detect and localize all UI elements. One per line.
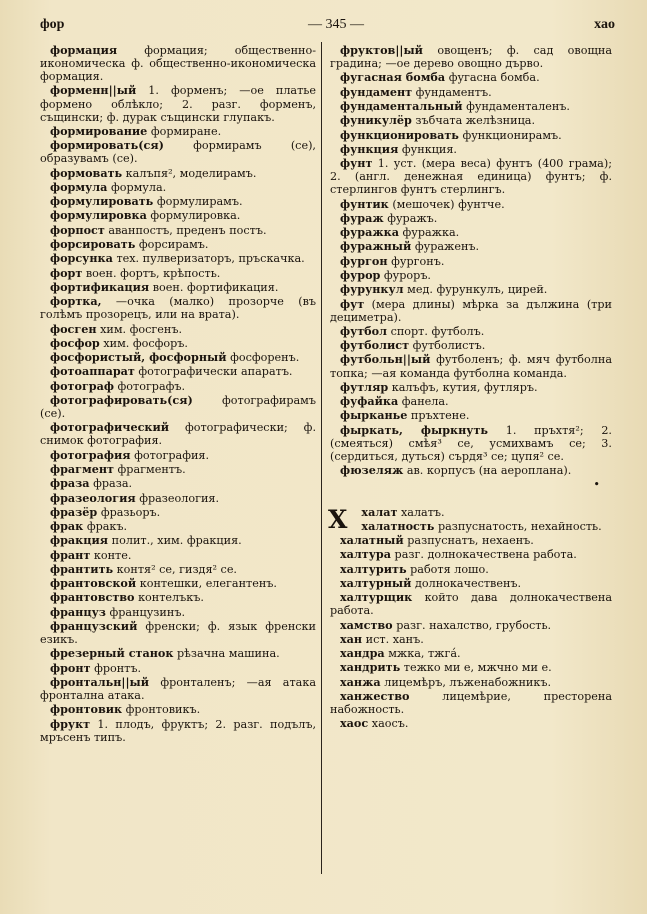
dictionary-entry bbox=[330, 506, 612, 519]
definition: форсирамъ. bbox=[138, 238, 209, 251]
definition: фуражка. bbox=[402, 226, 460, 240]
headword: формировать(ся) bbox=[50, 138, 164, 153]
definition: фронтовикъ. bbox=[125, 703, 201, 717]
headword: хамство bbox=[340, 617, 393, 632]
dictionary-entry bbox=[40, 167, 316, 180]
dictionary-entry bbox=[330, 353, 612, 379]
definition: тех. пулверизаторъ, пръскачка. bbox=[116, 252, 305, 266]
definition: футболенъ; ф. мяч футболна топка; —ая команда футболна команда. bbox=[330, 353, 612, 380]
headword: фундаментальный bbox=[340, 98, 463, 113]
headword: фурункул bbox=[340, 282, 404, 297]
definition: фуражъ. bbox=[387, 211, 438, 225]
dictionary-entry bbox=[330, 577, 612, 590]
headword: фотографировать(ся) bbox=[50, 392, 193, 407]
headword: формулировать bbox=[50, 194, 154, 209]
dictionary-entry bbox=[40, 477, 316, 490]
headword: халатный bbox=[340, 533, 404, 548]
end-bullet: • bbox=[593, 478, 600, 492]
dictionary-entry bbox=[330, 226, 612, 239]
headword: фрагмент bbox=[50, 461, 114, 476]
definition: фугасна бомба. bbox=[448, 71, 540, 85]
definition: 1. форменъ; —ое платье форменo облѣкло; 2. разг. форменъ, същински; ф. дурак същински глупакъ. bbox=[40, 84, 317, 124]
headword: хандра bbox=[340, 646, 385, 661]
page-number: — 345 — bbox=[308, 17, 364, 32]
dictionary-entry bbox=[330, 619, 612, 632]
headword: фосфор bbox=[50, 335, 100, 350]
dictionary-entry bbox=[40, 281, 316, 294]
definition: функционирамъ. bbox=[462, 128, 562, 142]
definition: контя² се, гиздя² се. bbox=[116, 562, 237, 576]
headword: фыркать, фыркнуть bbox=[340, 422, 488, 437]
headword: формация bbox=[50, 43, 118, 57]
definition: фуроръ. bbox=[383, 268, 431, 282]
definition: формулировка. bbox=[150, 209, 241, 223]
definition: работя лошо. bbox=[410, 562, 489, 576]
dictionary-entry bbox=[330, 534, 612, 547]
definition: полит., хим. фракция. bbox=[111, 534, 242, 548]
headword: халатность bbox=[361, 518, 435, 533]
definition: хим. фосгенъ. bbox=[100, 322, 183, 336]
dictionary-entry bbox=[330, 143, 612, 156]
definition: формация; общественно-икономическа ф. общественно-икономическа формация. bbox=[40, 44, 316, 84]
headword: фракция bbox=[50, 533, 109, 548]
headword: фуражка bbox=[340, 225, 399, 240]
headword: фуфайка bbox=[340, 394, 399, 409]
dictionary-entry bbox=[40, 606, 316, 619]
column-divider bbox=[321, 42, 322, 874]
dictionary-entry bbox=[40, 506, 316, 519]
dictionary-entry bbox=[330, 325, 612, 338]
dictionary-entry bbox=[40, 84, 316, 123]
dictionary-entry bbox=[330, 71, 612, 84]
dictionary-entry bbox=[40, 421, 316, 447]
headword: футляр bbox=[340, 379, 389, 394]
definition: фургонъ. bbox=[391, 254, 445, 268]
definition: фотографъ. bbox=[117, 379, 186, 393]
definition: воен. фортификация. bbox=[152, 280, 279, 294]
headword: форменн||ый bbox=[50, 83, 137, 98]
dictionary-entry bbox=[40, 662, 316, 675]
headword: француз bbox=[50, 604, 106, 619]
dictionary-entry bbox=[40, 647, 316, 660]
headword: ханжество bbox=[340, 688, 410, 703]
headword: франтить bbox=[50, 561, 114, 576]
dictionary-entry bbox=[40, 365, 316, 378]
dictionary-entry bbox=[40, 563, 316, 576]
headword: фурор bbox=[340, 267, 381, 282]
definition: фураженъ. bbox=[414, 240, 480, 254]
dictionary-entry bbox=[330, 395, 612, 408]
definition: (мера длины) мѣрка за дължина (три дециметра). bbox=[330, 297, 612, 324]
definition: ав. корпусъ (на аероплана). bbox=[406, 464, 572, 478]
definition: функция. bbox=[401, 142, 457, 156]
headword: футбольн||ый bbox=[340, 352, 431, 367]
definition: халатъ. bbox=[400, 505, 445, 519]
dictionary-entry bbox=[40, 181, 316, 194]
dictionary-entry bbox=[330, 647, 612, 660]
definition: фронтъ. bbox=[94, 661, 142, 675]
definition: разпуснатъ, нехаенъ. bbox=[407, 534, 534, 548]
headword: хаос bbox=[340, 716, 369, 731]
definition: мжка, тжгá. bbox=[388, 647, 461, 661]
dictionary-entry bbox=[40, 449, 316, 462]
dictionary-entry bbox=[40, 252, 316, 265]
definition: разпуснатость, нехайность. bbox=[437, 519, 602, 533]
right-guide-word: хао bbox=[594, 17, 615, 32]
headword: хан bbox=[340, 631, 363, 646]
headword: фундамент bbox=[340, 84, 413, 99]
definition: (мешочек) фунтче. bbox=[392, 197, 505, 211]
definition: футболистъ. bbox=[412, 339, 486, 353]
dictionary-entry bbox=[330, 255, 612, 268]
definition: фотографически апаратъ. bbox=[138, 365, 293, 379]
definition: фраза. bbox=[93, 477, 133, 491]
dictionary-entry bbox=[330, 520, 612, 533]
headword: фотограф bbox=[50, 378, 114, 393]
dictionary-entry bbox=[330, 548, 612, 561]
definition: френски; ф. язык френски езикъ. bbox=[40, 620, 316, 647]
definition: воен. фортъ, крѣпость. bbox=[85, 266, 221, 280]
dictionary-entry bbox=[330, 381, 612, 394]
headword: франт bbox=[50, 547, 91, 562]
definition: контешки, елегантенъ. bbox=[139, 577, 277, 591]
definition: формиране. bbox=[150, 124, 222, 138]
dictionary-entry bbox=[330, 563, 612, 576]
definition: хаосъ. bbox=[371, 717, 409, 731]
definition: формирамъ (се), образувамъ (се). bbox=[40, 139, 316, 166]
dictionary-entry bbox=[330, 269, 612, 282]
dictionary-entry bbox=[40, 703, 316, 716]
headword: фугасная бомба bbox=[340, 70, 446, 85]
dictionary-entry bbox=[40, 337, 316, 350]
headword: фортификация bbox=[50, 279, 150, 294]
headword: фронтальн||ый bbox=[50, 674, 150, 689]
headword: фуникулёр bbox=[340, 113, 412, 128]
dictionary-entry bbox=[40, 620, 316, 646]
definition: хим. фосфоръ. bbox=[103, 336, 188, 350]
definition: фанела. bbox=[401, 395, 449, 409]
headword: формирование bbox=[50, 123, 148, 138]
headword: фразёр bbox=[50, 504, 98, 519]
definition: конте. bbox=[93, 548, 132, 562]
dictionary-entry bbox=[40, 549, 316, 562]
headword: фосфористый, фосфорный bbox=[50, 350, 227, 365]
dictionary-entry bbox=[330, 157, 612, 196]
left-column bbox=[40, 44, 316, 745]
dictionary-entry bbox=[330, 633, 612, 646]
dictionary-entry bbox=[40, 520, 316, 533]
definition: фундаменталенъ. bbox=[466, 99, 570, 113]
definition: калъпя², моделирамъ. bbox=[125, 166, 257, 180]
headword: функция bbox=[340, 141, 399, 156]
headword: фразеология bbox=[50, 490, 136, 505]
dictionary-entry bbox=[330, 129, 612, 142]
dictionary-entry bbox=[40, 676, 316, 702]
dictionary-entry bbox=[330, 44, 612, 70]
headword: халтурщик bbox=[340, 590, 413, 605]
headword: халтурить bbox=[340, 561, 407, 576]
dictionary-entry bbox=[40, 195, 316, 208]
headword: форпост bbox=[50, 222, 105, 237]
dictionary-entry bbox=[330, 240, 612, 253]
definition: фразеология. bbox=[139, 491, 220, 505]
definition: фотографирамъ (се). bbox=[40, 393, 316, 420]
headword: фотографический bbox=[50, 420, 170, 435]
definition: фракъ. bbox=[86, 520, 128, 534]
headword: футболист bbox=[340, 338, 410, 353]
headword: фут bbox=[340, 296, 365, 311]
headword: ханжа bbox=[340, 674, 381, 689]
headword: фургон bbox=[340, 253, 388, 268]
definition: 1. плодъ, фруктъ; 2. разг. подълъ, мръсенъ типъ. bbox=[40, 717, 317, 744]
definition: фразьоръ. bbox=[100, 505, 161, 519]
headword: французский bbox=[50, 619, 138, 634]
definition: фрагментъ. bbox=[117, 462, 186, 476]
headword: формулировка bbox=[50, 208, 147, 223]
definition: фосфоренъ. bbox=[230, 351, 300, 365]
dictionary-entry bbox=[330, 212, 612, 225]
dictionary-entry bbox=[330, 298, 612, 324]
definition: рѣзачна машина. bbox=[177, 647, 280, 661]
dictionary-entry bbox=[330, 339, 612, 352]
definition: долнокачественъ. bbox=[415, 576, 522, 590]
dictionary-entry bbox=[40, 577, 316, 590]
dictionary-entry bbox=[40, 380, 316, 393]
definition: лицемѣръ, лъженабожникъ. bbox=[384, 675, 552, 689]
definition: фундаментъ. bbox=[415, 85, 492, 99]
definition: разг. долнокачествена работа. bbox=[394, 548, 577, 562]
dictionary-entry bbox=[40, 323, 316, 336]
headword: функционировать bbox=[340, 127, 459, 142]
definition: зъбчата желѣзница. bbox=[415, 114, 536, 128]
definition: пръхтене. bbox=[410, 409, 470, 423]
definition: фронталенъ; —ая атака фронтална атака. bbox=[40, 675, 316, 703]
dictionary-entry bbox=[330, 424, 612, 463]
headword: фруктов||ый bbox=[340, 43, 423, 57]
definition: ист. ханъ. bbox=[365, 632, 424, 646]
definition: —очка (малко) прозорче (въ голѣмъ прозорецъ, или на врата). bbox=[40, 295, 316, 322]
definition: овощенъ; ф. сад овощна градина; —ое дерево овощно дърво. bbox=[330, 44, 612, 71]
left-guide-word: фор bbox=[40, 17, 65, 32]
headword: форсунка bbox=[50, 251, 113, 266]
section-letter: Х bbox=[328, 504, 348, 534]
definition: калъфъ, кутия, футляръ. bbox=[391, 380, 538, 394]
dictionary-entry bbox=[330, 409, 612, 422]
definition: французинъ. bbox=[109, 605, 185, 619]
headword: фрезерный станок bbox=[50, 646, 174, 661]
dictionary-entry bbox=[330, 661, 612, 674]
dictionary-entry bbox=[40, 534, 316, 547]
headword: фронтовик bbox=[50, 702, 123, 717]
headword: фунтик bbox=[340, 196, 389, 211]
headword: фрукт bbox=[50, 716, 91, 731]
page-header bbox=[0, 18, 647, 34]
dictionary-entry bbox=[330, 591, 612, 617]
definition: контелъкъ. bbox=[138, 591, 204, 605]
dictionary-entry bbox=[40, 238, 316, 251]
dictionary-entry bbox=[40, 351, 316, 364]
headword: фуражный bbox=[340, 239, 412, 254]
headword: франтовской bbox=[50, 576, 137, 591]
headword: фортка, bbox=[50, 294, 102, 309]
headword: фунт bbox=[340, 156, 373, 171]
right-column bbox=[330, 44, 612, 732]
dictionary-entry bbox=[40, 139, 316, 165]
dictionary-entry bbox=[40, 492, 316, 505]
dictionary-entry bbox=[330, 86, 612, 99]
definition: формулирамъ. bbox=[156, 195, 243, 209]
headword: формула bbox=[50, 179, 108, 194]
dictionary-entry bbox=[330, 100, 612, 113]
headword: футбол bbox=[340, 323, 387, 338]
headword: хандрить bbox=[340, 660, 401, 675]
headword: фрак bbox=[50, 519, 84, 534]
dictionary-entry bbox=[40, 463, 316, 476]
definition: аванпостъ, преденъ постъ. bbox=[108, 223, 267, 237]
dictionary-entry bbox=[40, 718, 316, 744]
definition: който дава долнокачествена работа. bbox=[330, 591, 612, 618]
definition: разг. нахалство, грубость. bbox=[396, 618, 552, 632]
headword: фосген bbox=[50, 321, 97, 336]
dictionary-entry bbox=[40, 267, 316, 280]
headword: фюзеляж bbox=[340, 463, 404, 478]
definition: формула. bbox=[110, 180, 167, 194]
definition: тежко ми е, мжчно ми е. bbox=[403, 661, 552, 675]
headword: франтовство bbox=[50, 590, 135, 605]
kh-entries bbox=[330, 506, 612, 731]
headword: халат bbox=[361, 504, 398, 519]
definition: 1. пръхтя²; 2. (смеяться) смѣя³ се, усмихвамъ се; 3. (сердиться, дуться) сърдя³ се; цупя² се. bbox=[330, 423, 612, 463]
headword: форсировать bbox=[50, 237, 136, 251]
dictionary-entry bbox=[40, 591, 316, 604]
dictionary-entry bbox=[40, 394, 316, 420]
dictionary-entry bbox=[40, 44, 316, 83]
definition: фотография. bbox=[134, 448, 210, 462]
definition: лицемѣрие, престорена набожность. bbox=[330, 689, 612, 717]
headword: халтурный bbox=[340, 575, 412, 590]
dictionary-entry bbox=[330, 198, 612, 211]
definition: мед. фурункулъ, цирей. bbox=[407, 283, 548, 297]
dictionary-entry bbox=[40, 125, 316, 138]
dictionary-entry bbox=[330, 676, 612, 689]
definition: фотографически; ф. снимок фотография. bbox=[40, 421, 316, 448]
f-entries bbox=[330, 44, 612, 477]
dictionary-entry bbox=[40, 224, 316, 237]
definition: спорт. футболъ. bbox=[390, 324, 485, 338]
headword: фырканье bbox=[340, 408, 408, 423]
dictionary-entry bbox=[330, 717, 612, 730]
headword: халтура bbox=[340, 547, 391, 562]
headword: форт bbox=[50, 265, 83, 280]
dictionary-entry bbox=[330, 114, 612, 127]
headword: фраза bbox=[50, 476, 90, 491]
headword: фотография bbox=[50, 447, 131, 462]
dictionary-entry bbox=[330, 464, 612, 477]
dictionary-entry bbox=[40, 295, 316, 321]
headword: фураж bbox=[340, 210, 384, 225]
definition: 1. уст. (мера веса) фунтъ (400 грама); 2. (англ. денежная единица) фунтъ; ф. стерлингов фунтъ стерлингъ. bbox=[330, 157, 612, 197]
headword: фотоаппарат bbox=[50, 364, 135, 379]
dictionary-entry bbox=[330, 690, 612, 716]
dictionary-entry bbox=[40, 209, 316, 222]
headword: формовать bbox=[50, 165, 123, 180]
headword: фронт bbox=[50, 660, 91, 675]
dictionary-entry bbox=[330, 283, 612, 296]
